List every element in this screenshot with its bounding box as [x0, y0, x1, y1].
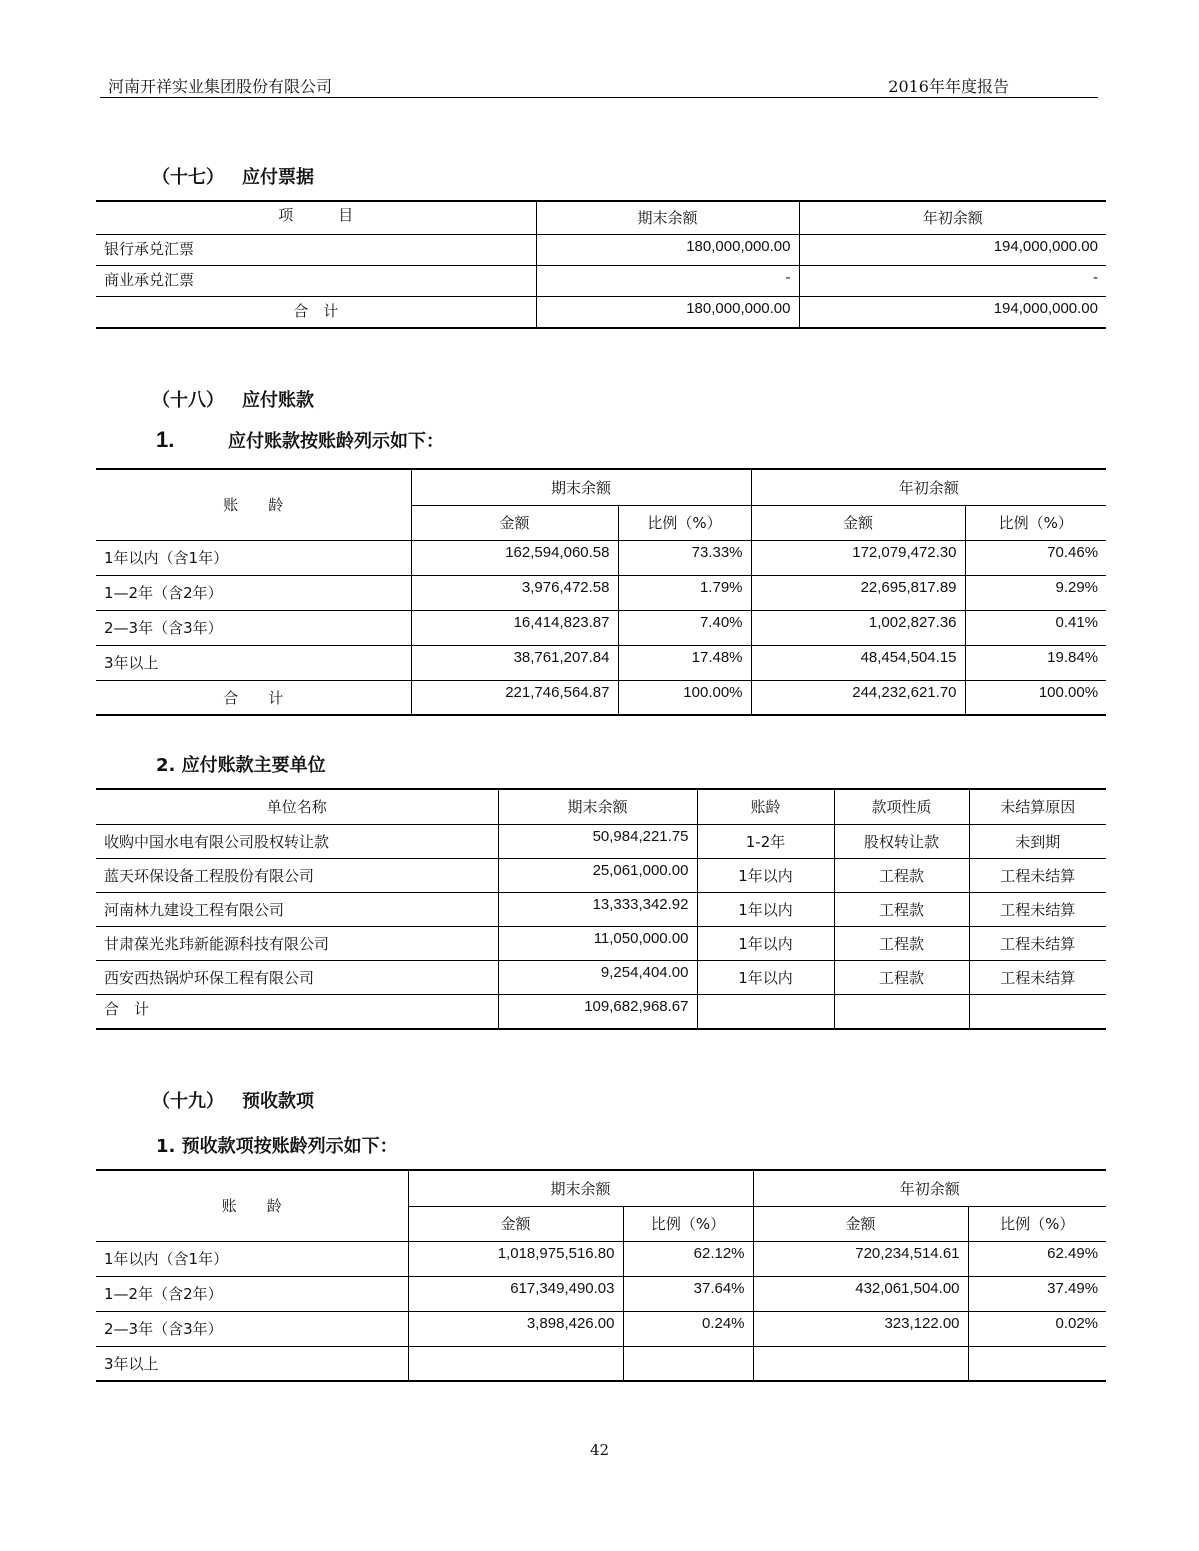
cell-end-balance: 13,333,342.92: [498, 892, 697, 926]
cell-unit-name: 西安西热锅炉环保工程有限公司: [96, 960, 498, 994]
cell-end-balance: -: [536, 265, 799, 296]
table-total-row: [96, 296, 1106, 328]
company-name: 河南开祥实业集团股份有限公司: [108, 77, 333, 96]
row-label: 2—3年（含3年）: [96, 1311, 408, 1346]
section-19-heading: [152, 1087, 314, 1113]
cell-reason: 工程未结算: [969, 858, 1106, 892]
subsection-18-2-heading: 2. 应付账款主要单位: [156, 755, 326, 776]
table-row: [96, 265, 1106, 296]
row-label: 2—3年（含3年）: [96, 610, 411, 645]
cell-end-amount: 16,414,823.87: [411, 610, 618, 645]
table-row: [96, 1311, 1106, 1346]
col-header-age: 账 龄: [96, 469, 411, 540]
row-label: 1—2年（含2年）: [96, 1276, 408, 1311]
table-row: [96, 824, 1106, 858]
cell-begin-ratio: 37.49%: [968, 1276, 1106, 1311]
cell-unit-name: 蓝天环保设备工程股份有限公司: [96, 858, 498, 892]
cell-begin-ratio: 0.02%: [968, 1311, 1106, 1346]
cell-begin-ratio: 9.29%: [965, 575, 1106, 610]
cell-age: [697, 994, 834, 1029]
row-label: 1年以内（含1年）: [96, 1241, 408, 1276]
total-label: 合 计: [96, 680, 411, 715]
cell-end-balance: 11,050,000.00: [498, 926, 697, 960]
cell-end-amount: 38,761,207.84: [411, 645, 618, 680]
table-row: [96, 892, 1106, 926]
cell-nature: [834, 994, 969, 1029]
cell-nature: 工程款: [834, 858, 969, 892]
section-19-prefix: （十九）: [152, 1091, 224, 1112]
table-header-row: [96, 469, 1106, 505]
cell-end-balance: 180,000,000.00: [536, 234, 799, 265]
cell-end-amount: 1,018,975,516.80: [408, 1241, 623, 1276]
cell-begin-amount: 432,061,504.00: [753, 1276, 968, 1311]
col-header-begin-balance: 年初余额: [753, 1170, 1106, 1206]
col-header-item: 项 目: [96, 201, 536, 234]
cell-end-ratio: 1.79%: [618, 575, 751, 610]
total-label: 合 计: [96, 994, 498, 1029]
cell-reason: 工程未结算: [969, 960, 1106, 994]
cell-end-ratio: 0.24%: [623, 1311, 753, 1346]
section-17-heading: [152, 163, 314, 189]
cell-end-amount: 3,898,426.00: [408, 1311, 623, 1346]
row-label: 商业承兑汇票: [96, 265, 536, 296]
col-header-end-balance: 期末余额: [498, 789, 697, 824]
cell-nature: 股权转让款: [834, 824, 969, 858]
table-row: [96, 960, 1106, 994]
accounts-payable-aging-table: [96, 468, 1106, 716]
notes-payable-table: [96, 200, 1106, 329]
cell-reason: 工程未结算: [969, 892, 1106, 926]
cell-end-balance: 109,682,968.67: [498, 994, 697, 1029]
table-row: [96, 575, 1106, 610]
page-number: 42: [589, 1441, 610, 1459]
major-payable-units-table: [96, 788, 1106, 1030]
cell-begin-amount: 323,122.00: [753, 1311, 968, 1346]
cell-end-ratio: 7.40%: [618, 610, 751, 645]
table-row: [96, 610, 1106, 645]
section-17-prefix: （十七）: [152, 167, 224, 188]
table-total-row: [96, 994, 1106, 1029]
cell-begin-amount: 244,232,621.70: [751, 680, 965, 715]
cell-reason: 工程未结算: [969, 926, 1106, 960]
cell-end-amount: 221,746,564.87: [411, 680, 618, 715]
col-header-end-balance: 期末余额: [408, 1170, 753, 1206]
cell-end-balance: 9,254,404.00: [498, 960, 697, 994]
cell-unit-name: 河南林九建设工程有限公司: [96, 892, 498, 926]
col-header-begin-balance: 年初余额: [751, 469, 1106, 505]
table-total-row: [96, 680, 1106, 715]
cell-begin-ratio: 100.00%: [965, 680, 1106, 715]
col-header-nature: 款项性质: [834, 789, 969, 824]
cell-begin-balance: 194,000,000.00: [799, 234, 1106, 265]
col-header-amount: 金额: [408, 1206, 623, 1241]
cell-end-amount: 3,976,472.58: [411, 575, 618, 610]
col-header-unit-name: 单位名称: [96, 789, 498, 824]
col-header-reason: 未结算原因: [969, 789, 1106, 824]
cell-nature: 工程款: [834, 926, 969, 960]
cell-reason: [969, 994, 1106, 1029]
cell-end-ratio: 37.64%: [623, 1276, 753, 1311]
col-header-ratio: 比例（%）: [623, 1206, 753, 1241]
table-row: [96, 858, 1106, 892]
cell-begin-amount: 48,454,504.15: [751, 645, 965, 680]
table-header-row: [96, 789, 1106, 824]
cell-age: 1年以内: [697, 960, 834, 994]
cell-end-balance: 50,984,221.75: [498, 824, 697, 858]
cell-unit-name: 收购中国水电有限公司股权转让款: [96, 824, 498, 858]
table-row: [96, 234, 1106, 265]
cell-begin-ratio: 70.46%: [965, 540, 1106, 575]
cell-age: 1年以内: [697, 926, 834, 960]
cell-begin-balance: -: [799, 265, 1106, 296]
report-title: 2016年年度报告: [888, 77, 1009, 96]
cell-end-ratio: 17.48%: [618, 645, 751, 680]
section-18-heading: [152, 386, 314, 412]
section-19-title: 预收款项: [242, 1091, 314, 1112]
advance-receipts-aging-table: [96, 1169, 1106, 1382]
cell-nature: 工程款: [834, 892, 969, 926]
section-17-title: 应付票据: [242, 167, 314, 188]
cell-begin-ratio: 19.84%: [965, 645, 1106, 680]
cell-end-ratio: 62.12%: [623, 1241, 753, 1276]
col-header-ratio: 比例（%）: [965, 505, 1106, 540]
col-header-amount: 金额: [411, 505, 618, 540]
cell-unit-name: 甘肃葆光兆玮新能源科技有限公司: [96, 926, 498, 960]
cell-nature: 工程款: [834, 960, 969, 994]
row-label: 3年以上: [96, 645, 411, 680]
cell-age: 1年以内: [697, 858, 834, 892]
subsection-18-1-number: 1.: [156, 427, 175, 452]
table-header-row: [96, 201, 1106, 234]
cell-begin-ratio: [968, 1346, 1106, 1381]
subsection-18-1-heading: [156, 427, 444, 453]
col-header-ratio: 比例（%）: [968, 1206, 1106, 1241]
table-row: [96, 540, 1106, 575]
subsection-18-1-title: 应付账款按账龄列示如下：: [228, 431, 444, 452]
cell-end-ratio: 100.00%: [618, 680, 751, 715]
cell-end-ratio: [623, 1346, 753, 1381]
cell-end-amount: 162,594,060.58: [411, 540, 618, 575]
cell-reason: 未到期: [969, 824, 1106, 858]
cell-age: 1-2年: [697, 824, 834, 858]
cell-begin-balance: 194,000,000.00: [799, 296, 1106, 328]
cell-end-balance: 180,000,000.00: [536, 296, 799, 328]
col-header-age: 账 龄: [96, 1170, 408, 1241]
cell-end-balance: 25,061,000.00: [498, 858, 697, 892]
table-header-row: [96, 1170, 1106, 1206]
table-row: [96, 926, 1106, 960]
row-label: 3年以上: [96, 1346, 408, 1381]
cell-end-amount: 617,349,490.03: [408, 1276, 623, 1311]
cell-begin-amount: 172,079,472.30: [751, 540, 965, 575]
row-label: 1—2年（含2年）: [96, 575, 411, 610]
subsection-19-1-heading: 1. 预收款项按账龄列示如下：: [156, 1136, 398, 1157]
cell-age: 1年以内: [697, 892, 834, 926]
table-row: [96, 1346, 1106, 1381]
cell-begin-amount: [753, 1346, 968, 1381]
cell-begin-ratio: 62.49%: [968, 1241, 1106, 1276]
col-header-end-balance: 期末余额: [536, 201, 799, 234]
total-label: 合 计: [96, 296, 536, 328]
col-header-age: 账龄: [697, 789, 834, 824]
table-row: [96, 645, 1106, 680]
cell-begin-amount: 720,234,514.61: [753, 1241, 968, 1276]
row-label: 银行承兑汇票: [96, 234, 536, 265]
col-header-begin-balance: 年初余额: [799, 201, 1106, 234]
col-header-amount: 金额: [753, 1206, 968, 1241]
row-label: 1年以内（含1年）: [96, 540, 411, 575]
cell-end-ratio: 73.33%: [618, 540, 751, 575]
col-header-amount: 金额: [751, 505, 965, 540]
cell-end-amount: [408, 1346, 623, 1381]
col-header-end-balance: 期末余额: [411, 469, 751, 505]
section-18-prefix: （十八）: [152, 390, 224, 411]
header-rule: [100, 97, 1098, 98]
col-header-ratio: 比例（%）: [618, 505, 751, 540]
table-row: [96, 1276, 1106, 1311]
section-18-title: 应付账款: [242, 390, 314, 411]
cell-begin-amount: 22,695,817.89: [751, 575, 965, 610]
table-row: [96, 1241, 1106, 1276]
cell-begin-ratio: 0.41%: [965, 610, 1106, 645]
cell-begin-amount: 1,002,827.36: [751, 610, 965, 645]
